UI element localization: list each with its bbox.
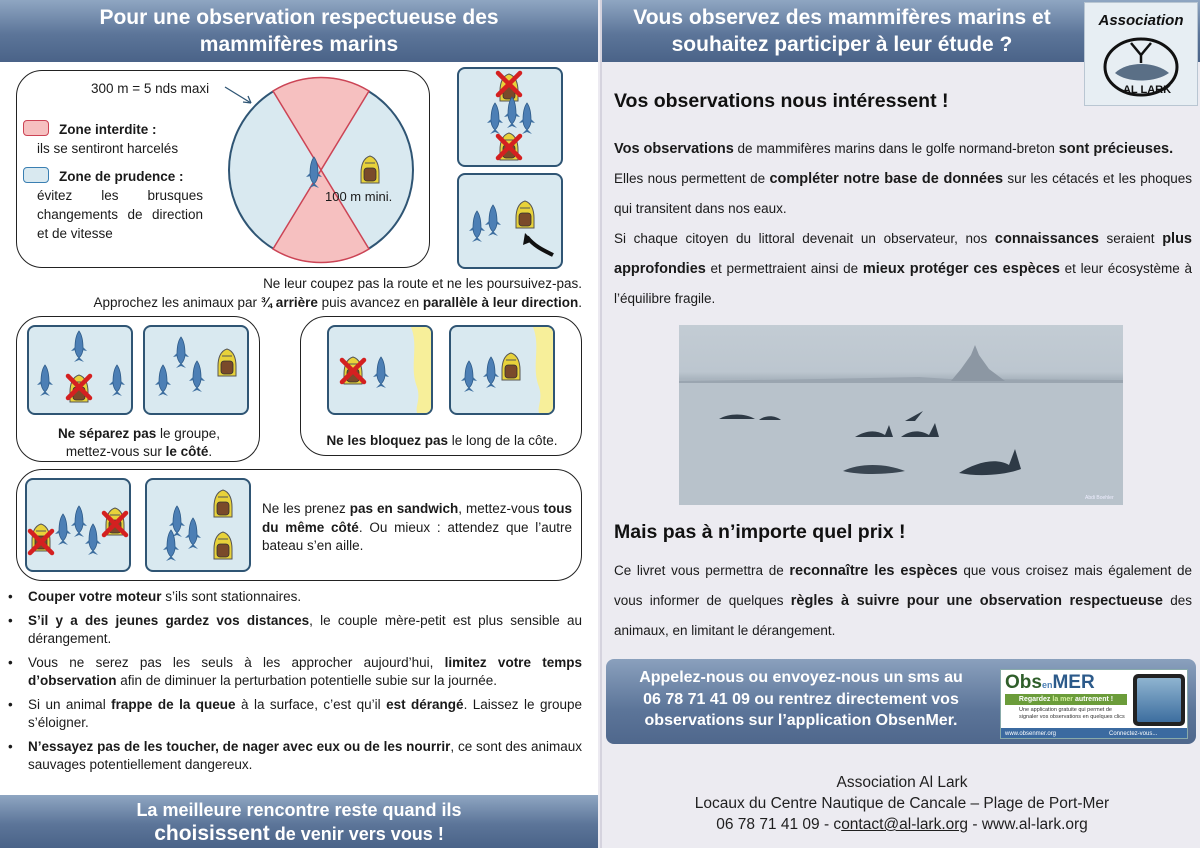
right-panel xyxy=(600,0,1200,848)
right-title-banner xyxy=(602,0,1082,62)
sandwich-rule-box xyxy=(16,469,582,581)
address-contact: 06 78 71 41 09 - contact@al-lark.org - www.al-lark.org xyxy=(716,816,1088,833)
coast-right-scene xyxy=(449,325,555,415)
tip-item: • Si un animal frappe de la queue à la surface, c’est qu’il est dérangé. Laissez le groupe s’éloigner. xyxy=(8,696,582,732)
tablet-icon xyxy=(1133,674,1185,726)
diagram-boat-icon xyxy=(361,156,379,183)
right-title-line2: souhaitez participer à leur étude ? xyxy=(671,33,1013,56)
left-title-line2: mammifères marins xyxy=(199,33,399,56)
left-footer-banner xyxy=(0,795,598,848)
logo-text-bottom: AL LARK xyxy=(1122,84,1172,96)
separate-rule-box xyxy=(16,316,260,462)
obsenmer-tagline: Regardez la mer autrement ! xyxy=(1005,694,1127,705)
sandwich-caption: Ne les prenez pas en sandwich, mettez-vous tous du même côté. Ou mieux : attendez que l’autre bateau s’en aille. xyxy=(262,501,572,553)
obsenmer-blurb: Une application gratuite qui permet de signaler vos observations en quelques clics xyxy=(1019,707,1125,720)
callout-text: Appelez-nous ou envoyez-nous un sms au 06 78 71 41 09 ou rentrez directement vos observations sur l’application ObsenMer. xyxy=(639,669,963,729)
approach-line1: Ne leur coupez pas la route et ne les poursuivez-pas. xyxy=(263,276,582,291)
address-line: Locaux du Centre Nautique de Cancale – Plage de Port-Mer xyxy=(694,795,1110,812)
tip-item: • Couper votre moteur s’ils sont stationnaires. xyxy=(8,588,582,606)
paragraph-2: Elles nous permettent de compléter notre base de données sur les cétacés et les phoques qui transitent dans nos eaux. xyxy=(614,171,1192,216)
sandwich-right-scene xyxy=(145,478,251,572)
parallel-scene xyxy=(457,173,563,269)
obsenmer-logo: ObsenMER xyxy=(1005,672,1095,693)
paragraph-1: Vos observations de mammifères marins dans le golfe normand-breton sont précieuses. xyxy=(614,141,1174,157)
contact-callout xyxy=(606,659,1196,744)
tips-list xyxy=(8,588,582,780)
obsenmer-footer: www.obsenmer.org Connectez-vous... xyxy=(1001,728,1188,739)
email-link[interactable]: ontact@al-lark.org xyxy=(841,816,969,833)
heading-observations: Vos observations nous intéressent ! xyxy=(614,90,949,112)
forbidden-swatch xyxy=(23,120,49,136)
caution-title: Zone de prudence : xyxy=(59,169,184,184)
sandwich-wrong-scene xyxy=(25,478,131,572)
forbidden-text: ils se sentiront harcelés xyxy=(37,141,179,156)
left-panel xyxy=(0,0,598,848)
heading-not-any-price: Mais pas à n’importe quel prix ! xyxy=(614,521,906,543)
paragraph-4: Ce livret vous permettra de reconnaître les espèces que vous croisez mais également de vous informer de quelques règles à suivre pour une observation respectueuse des animaux, en limitant le dérangement. xyxy=(614,563,1192,638)
photo-credit: Abdi Boehler xyxy=(1085,495,1114,501)
footer-line2: choisissent de venir vers vous ! xyxy=(154,822,444,845)
footer-line1: La meilleure rencontre reste quand ils xyxy=(136,800,462,820)
obsenmer-banner[interactable] xyxy=(1000,669,1188,739)
left-title-line1: Pour une observation respectueuse des xyxy=(99,6,499,29)
coast-caption: Ne les bloquez pas le long de la côte. xyxy=(326,433,558,448)
coast-wrong-scene xyxy=(327,325,433,415)
left-title-banner xyxy=(0,0,598,62)
distance-label: 300 m = 5 nds maxi xyxy=(91,81,210,96)
caution-swatch xyxy=(23,167,49,183)
forbidden-title: Zone interdite : xyxy=(59,122,157,137)
tip-item: • N’essayez pas de les toucher, de nager avec eux ou de les nourrir, ce sont des animaux sauvages potentiellement dangereux. xyxy=(8,738,582,774)
chase-scene xyxy=(457,67,563,167)
pointer-arrow-icon xyxy=(221,83,261,109)
caution-text: évitez les brusques changements de direction et de vitesse xyxy=(37,188,203,241)
zone-diagram-box xyxy=(16,70,430,268)
tip-item: • Vous ne serez pas les seuls à les approcher aujourd’hui, limitez votre temps d’observation afin de diminuer la perturbation potentielle subie sur la journée. xyxy=(8,654,582,690)
separate-right-scene xyxy=(143,325,249,415)
coast-rule-box xyxy=(300,316,582,456)
tip-item: • S’il y a des jeunes gardez vos distances, le couple mère-petit est plus sensible au dérangement. xyxy=(8,612,582,648)
min-distance-label: 100 m mini. xyxy=(325,189,393,204)
right-title-line1: Vous observez des mammifères marins et xyxy=(633,6,1051,29)
separate-wrong-scene xyxy=(27,325,133,415)
approach-line2: Approchez les animaux par ¾ arrière puis avancez en parallèle à leur direction. xyxy=(93,295,582,310)
logo-text-top: Association xyxy=(1098,12,1184,29)
separate-caption: Ne séparez pas le groupe, mettez-vous sur le côté. xyxy=(57,426,221,459)
paragraph-3: Si chaque citoyen du littoral devenait un observateur, nos connaissances seraient plus approfondies et permettraient ainsi de mieux protéger ces espèces et leur écosystème à l’équilibre fragile. xyxy=(614,231,1192,306)
dolphin-photo xyxy=(679,325,1123,505)
association-logo xyxy=(1084,2,1198,106)
address-org: Association Al Lark xyxy=(836,774,968,791)
